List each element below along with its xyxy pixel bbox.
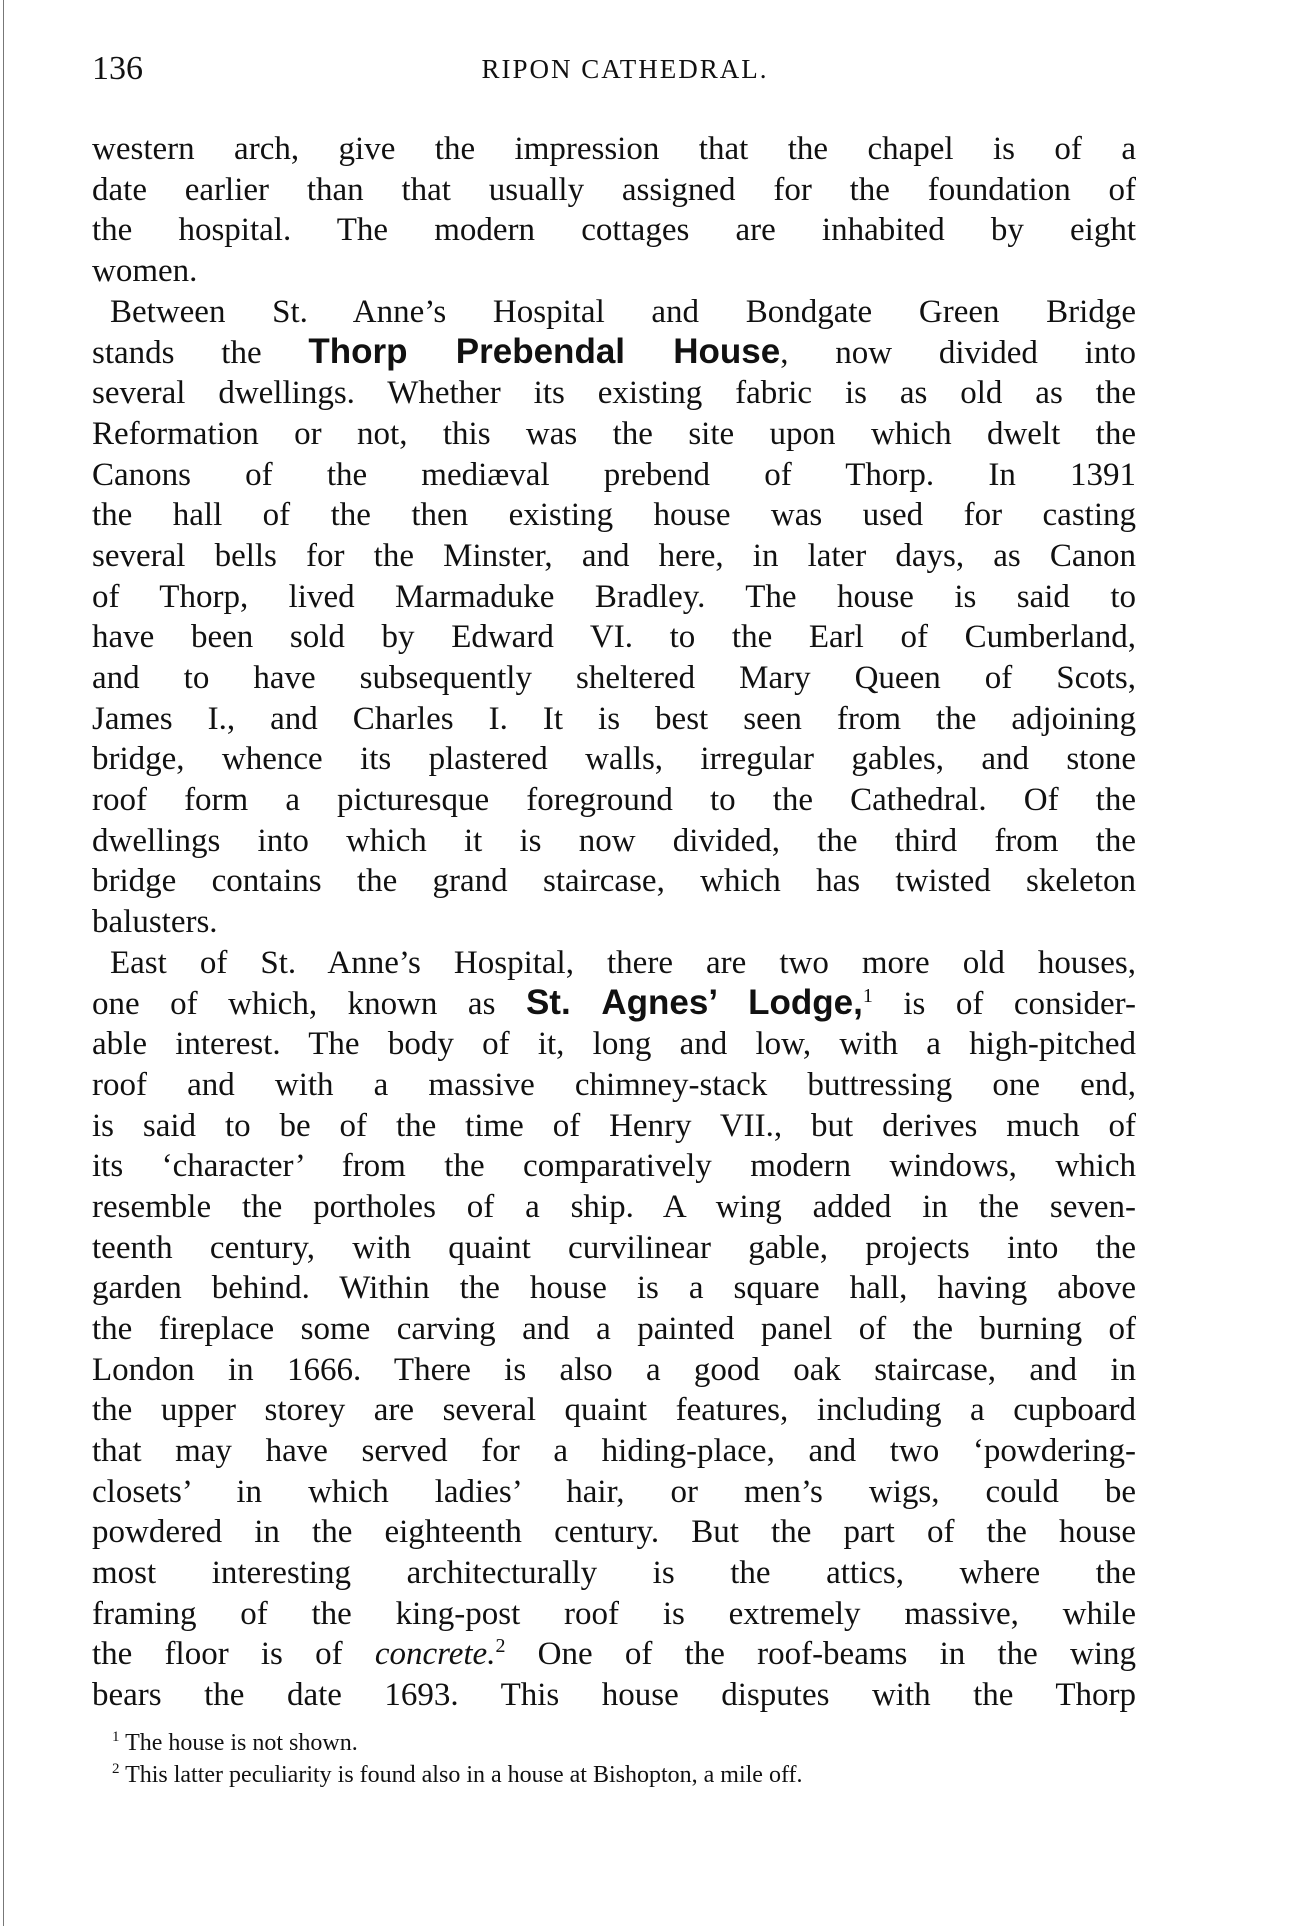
footnote-reference: 2 xyxy=(495,1635,506,1658)
footnote-text: The house is not shown. xyxy=(119,1730,358,1756)
body-text xyxy=(92,129,1136,1716)
line-text: stands the xyxy=(92,335,309,372)
text-line xyxy=(92,1065,1136,1106)
text-line xyxy=(92,1268,1136,1309)
line-text: roof form a picturesque foreground to the Cathedral. Of the xyxy=(92,782,1136,818)
line-text: the fireplace some carving and a painted panel of the burning of xyxy=(92,1310,1136,1347)
line-text: East of St. Anne’s Hospital, there are two more old houses, xyxy=(110,944,1136,981)
text-line xyxy=(92,1350,1136,1391)
text-line xyxy=(92,455,1136,496)
text-line xyxy=(92,1146,1136,1187)
text-line xyxy=(92,943,1136,984)
line-text: is said to be of the time of Henry VII., but derives much of xyxy=(92,1107,1136,1144)
text-line xyxy=(92,902,1136,943)
line-text: dwellings into which it is now divided, the third from the xyxy=(92,822,1136,859)
line-text: the hospital. The modern cottages are inhabited by eight xyxy=(92,212,1136,249)
text-line xyxy=(92,1187,1136,1228)
text-line xyxy=(92,210,1136,251)
line-text: resemble the portholes of a ship. A wing added in the seven- xyxy=(92,1188,1136,1225)
line-text: Between St. Anne’s Hospital and Bondgate Green Bridge xyxy=(110,293,1136,330)
running-title: RIPON CATHEDRAL. xyxy=(481,54,769,84)
line-text-continued: is of consider- xyxy=(872,986,1136,1023)
text-line xyxy=(92,414,1136,455)
text-line xyxy=(92,780,1136,821)
footnotes xyxy=(112,1727,1132,1791)
line-text: western arch, give the impression that the chapel is of a xyxy=(92,131,1136,167)
line-text: balusters. xyxy=(92,904,218,941)
text-line xyxy=(92,1675,1136,1716)
line-text: London in 1666. There is also a good oak staircase, and in xyxy=(92,1351,1136,1388)
line-text: most interesting architecturally is the attics, where the xyxy=(92,1555,1136,1592)
line-text: Canons of the mediæval prebend of Thorp. In 1391 xyxy=(92,456,1136,493)
page-edge-line xyxy=(3,0,4,1926)
footnote xyxy=(112,1759,1132,1791)
text-line xyxy=(92,821,1136,862)
line-text: James I., and Charles I. It is best seen from the adjoining xyxy=(92,700,1136,737)
text-line xyxy=(92,1228,1136,1269)
text-line xyxy=(92,1106,1136,1147)
line-text: bridge contains the grand staircase, which has twisted skeleton xyxy=(92,863,1136,900)
text-line xyxy=(92,1512,1136,1553)
text-line xyxy=(92,1594,1136,1635)
text-line xyxy=(92,1390,1136,1431)
line-text: women. xyxy=(92,253,198,290)
line-text: roof and with a massive chimney-stack buttressing one end, xyxy=(92,1066,1136,1103)
line-text: the upper storey are several quaint features, including a cupboard xyxy=(92,1392,1136,1429)
text-line xyxy=(92,495,1136,536)
text-line xyxy=(92,170,1136,211)
text-line xyxy=(92,1634,1136,1675)
line-text: have been sold by Edward VI. to the Earl of Cumberland, xyxy=(92,619,1136,656)
line-text: garden behind. Within the house is a square hall, having above xyxy=(92,1270,1136,1307)
line-text: several bells for the Minster, and here, in later days, as Canon xyxy=(92,537,1136,574)
line-text: framing of the king-post roof is extremely massive, while xyxy=(92,1595,1136,1632)
bold-place-name: Thorp Prebendal House xyxy=(308,332,781,372)
text-line xyxy=(92,1472,1136,1513)
text-line xyxy=(92,251,1136,292)
line-text-continued: , now divided into xyxy=(780,335,1136,372)
line-text: its ‘character’ from the comparatively modern windows, which xyxy=(92,1148,1136,1185)
text-line xyxy=(92,658,1136,699)
line-text: powdered in the eighteenth century. But the part of the house xyxy=(92,1514,1136,1551)
line-text: teenth century, with quaint curvilinear gable, projects into the xyxy=(92,1229,1136,1266)
text-line xyxy=(92,373,1136,414)
text-line xyxy=(92,617,1136,658)
line-text: that may have served for a hiding-place, and two ‘powdering- xyxy=(92,1433,1136,1469)
text-line xyxy=(92,332,1136,373)
text-line xyxy=(92,983,1136,1024)
text-line xyxy=(92,577,1136,618)
text-line xyxy=(92,861,1136,902)
text-line xyxy=(92,292,1136,333)
footnote-reference: 1 xyxy=(862,985,873,1008)
line-text: bridge, whence its plastered walls, irregular gables, and stone xyxy=(92,741,1136,778)
text-line xyxy=(92,1309,1136,1350)
footnote xyxy=(112,1727,1132,1759)
page-number: 136 xyxy=(92,50,143,87)
line-text: and to have subsequently sheltered Mary Queen of Scots, xyxy=(92,659,1136,696)
line-text-continued: One of the roof-beams in the wing xyxy=(505,1636,1136,1673)
text-line xyxy=(92,739,1136,780)
italic-term: concrete. xyxy=(374,1636,496,1673)
text-line xyxy=(92,129,1136,170)
text-line xyxy=(92,1553,1136,1594)
text-line xyxy=(92,1431,1136,1472)
text-line xyxy=(92,536,1136,577)
line-text: able interest. The body of it, long and low, with a high-pitched xyxy=(92,1026,1136,1063)
line-text: Reformation or not, this was the site upon which dwelt the xyxy=(92,415,1136,452)
text-line xyxy=(92,699,1136,740)
line-text: several dwellings. Whether its existing fabric is as old as the xyxy=(92,375,1136,412)
footnote-text: This latter peculiarity is found also in a house at Bishopton, a mile off. xyxy=(119,1762,803,1788)
line-text: one of which, known as xyxy=(92,986,526,1023)
footnote-mark: 1 xyxy=(112,1729,120,1745)
line-text: closets’ in which ladies’ hair, or men’s wigs, could be xyxy=(92,1473,1136,1510)
bold-place-name: St. Agnes’ Lodge, xyxy=(525,983,863,1023)
line-text: bears the date 1693. This house disputes with the Thorp xyxy=(92,1677,1136,1714)
text-line xyxy=(92,1024,1136,1065)
footnote-mark: 2 xyxy=(112,1761,120,1777)
line-text: the hall of the then existing house was used for casting xyxy=(92,497,1136,534)
line-text: the floor is of xyxy=(92,1636,375,1673)
line-text: of Thorp, lived Marmaduke Bradley. The house is said to xyxy=(92,578,1136,615)
line-text: date earlier than that usually assigned for the foundation of xyxy=(92,171,1136,208)
